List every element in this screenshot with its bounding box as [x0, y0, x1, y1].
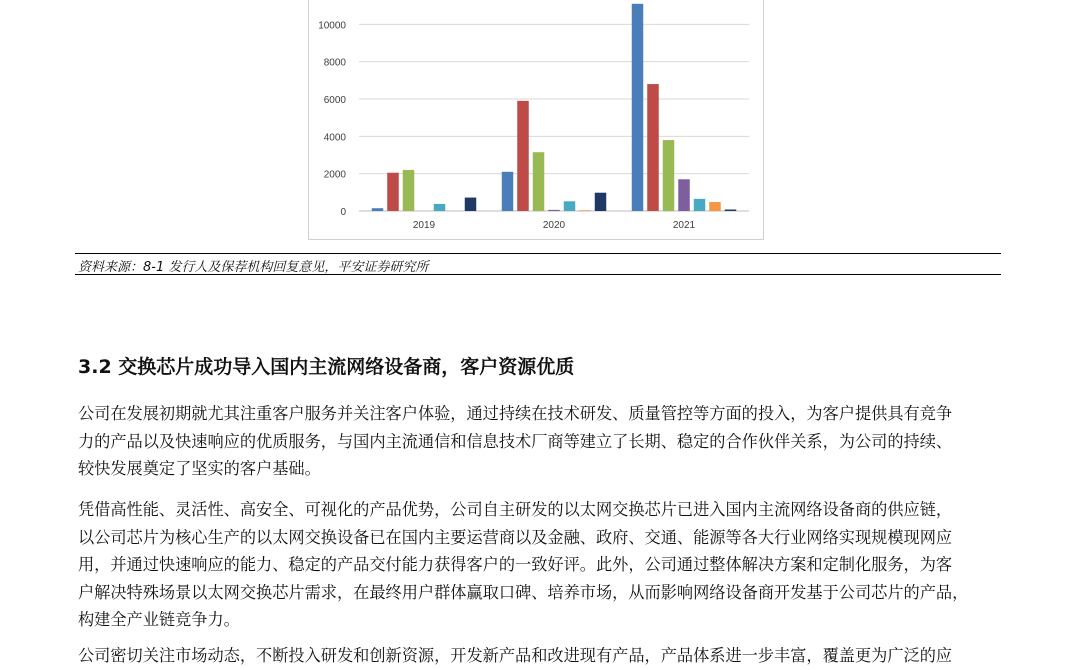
- paragraph-line: 较快发展奠定了坚实的客户基础。: [78, 459, 321, 478]
- paragraph-1: [78, 400, 1008, 483]
- bar: [372, 208, 384, 211]
- bar: [632, 4, 644, 211]
- paragraph-line: 用，并通过快速响应的能力、稳定的产品交付能力获得客户的一致好评。此外，公司通过整体解决方案和定制化服务，为客: [78, 555, 953, 574]
- bar: [579, 210, 591, 211]
- bar: [564, 201, 576, 211]
- source-rule-bottom: [75, 274, 1001, 275]
- bar-chart: [308, 0, 764, 240]
- paragraph-line: 以公司芯片为核心生产的以太网交换设备已在国内主要运营商以及金融、政府、交通、能源等各大行业网络实现规模现网应: [78, 527, 953, 547]
- x-tick-label: 2021: [672, 220, 696, 231]
- bar: [709, 202, 721, 211]
- paragraph-3: [78, 642, 1008, 670]
- paragraph-line: 构建全产业链竞争力。: [78, 610, 240, 629]
- bar: [502, 172, 514, 211]
- bar: [533, 152, 545, 211]
- paragraph-line: 户解决特殊场景以太网交换芯片需求，在最终用户群体赢取口碑、培养市场，从而影响网络设备商开发基于公司芯片的产品，: [78, 582, 969, 602]
- y-tick-label: 0: [340, 207, 346, 218]
- x-tick-label: 2019: [412, 220, 436, 231]
- y-tick-label: 4000: [323, 132, 346, 144]
- source-rule-top: [75, 253, 1001, 254]
- bar: [517, 101, 529, 211]
- y-tick-label: 8000: [323, 57, 346, 69]
- y-tick-label: 6000: [323, 95, 346, 106]
- paragraph-line: 力的产品以及快速响应的优质服务，与国内主流通信和信息技术厂商等建立了长期、稳定的合作伙伴关系，为公司的持续、: [78, 431, 953, 451]
- paragraph-line: 公司在发展初期就尤其注重客户服务并关注客户体验，通过持续在技术研发、质量管控等方面的投入，为客户提供具有竞争: [78, 404, 953, 423]
- bar: [548, 210, 560, 211]
- bar: [595, 193, 607, 211]
- bar: [387, 173, 399, 211]
- x-tick-label: 2020: [542, 220, 566, 231]
- bar: [465, 198, 477, 211]
- bar: [678, 179, 690, 211]
- y-tick-label: 10000: [318, 20, 346, 32]
- bar: [663, 140, 675, 211]
- bar: [725, 210, 737, 211]
- bar: [403, 170, 415, 211]
- paragraph-2: [78, 496, 1008, 634]
- paragraph-line: 公司密切关注市场动态，不断投入研发和创新资源，开发新产品和改进现有产品，产品体系进一步丰富，覆盖更为广泛的应: [78, 646, 953, 665]
- section-heading: 3.2 交换芯片成功导入国内主流网络设备商，客户资源优质: [78, 356, 575, 378]
- source-note: 资料来源：8-1 发行人及保荐机构回复意见，平安证券研究所: [78, 260, 429, 275]
- bar: [647, 84, 659, 211]
- paragraph-line: 凭借高性能、灵活性、高安全、可视化的产品优势，公司自主研发的以太网交换芯片已进入国内主流网络设备商的供应链，: [78, 500, 953, 519]
- bar: [694, 199, 706, 211]
- bar: [434, 204, 446, 211]
- bar-chart-svg: [309, 0, 765, 241]
- y-tick-label: 2000: [323, 169, 346, 181]
